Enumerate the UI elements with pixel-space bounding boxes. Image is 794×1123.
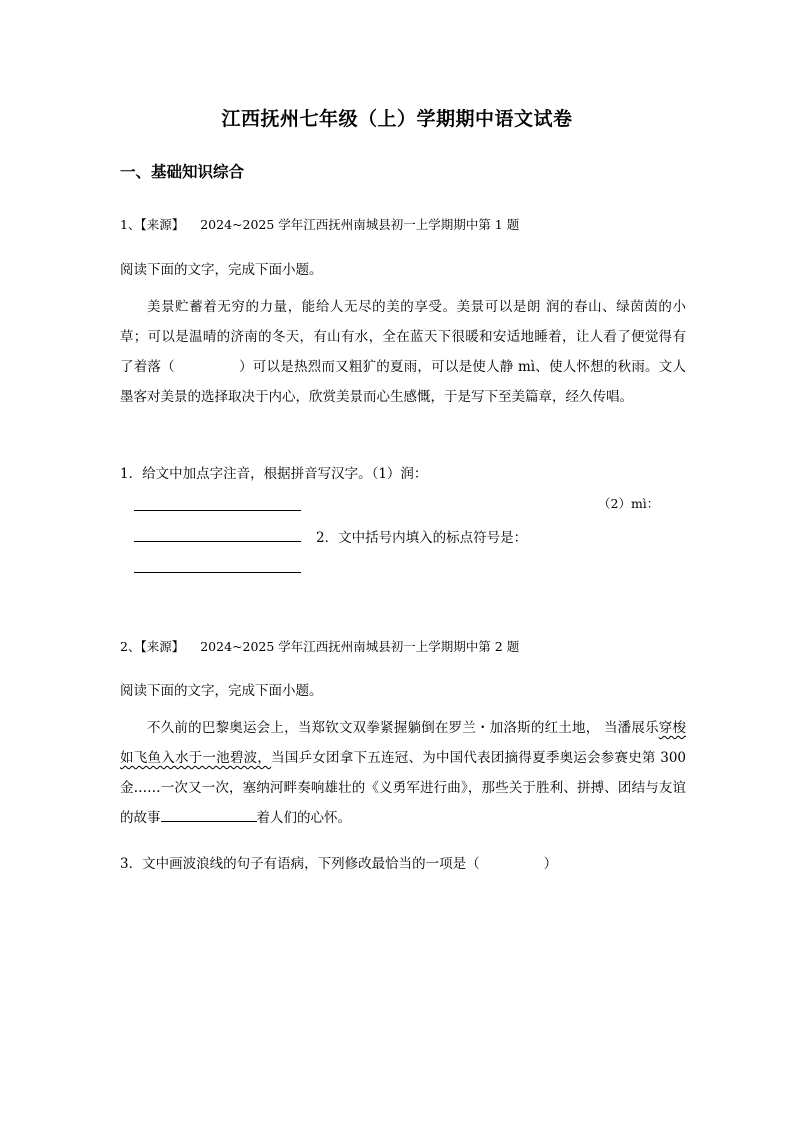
q1-sub2: 2．文中括号内填入的标点符号是： [316, 530, 528, 546]
answer-line-2 [134, 541, 301, 542]
section-heading: 一、基础知识综合 [120, 162, 245, 181]
q1-passage-b: ）可以是热烈而又粗犷的夏雨，可以是使人静 mì、使人怀想的秋雨。文人墨客对美景的选择取决于内心，欣赏美景而心生感慨，于是写下至美篇章，经久传唱。 [120, 359, 686, 405]
answer-line-1 [134, 510, 301, 511]
q2-wavy-sentence: 穿梭如飞鱼入水于一池碧波， [120, 720, 687, 766]
q2-number: 2、 [120, 639, 141, 654]
q2-passage [120, 713, 686, 833]
q1-passage-a: 美景贮蓄着无穷的力量，能给人无尽的美的享受。美景可以是朗 润的春山、绿茵茵的小草；可以是温晴的济南的冬天，有山有水，全在蓝天下很暖和安适地睡着，让人看了便觉得有了着落（ [120, 299, 686, 375]
q2-fill-blank [161, 808, 257, 822]
q1-instruction: 阅读下面的文字，完成下面小题。 [120, 262, 323, 278]
q1-number: 1、 [120, 217, 141, 232]
q1-passage [120, 292, 686, 412]
q2-source-tag: 【来源】 [140, 639, 185, 654]
q1-source-tag: 【来源】 [140, 217, 185, 232]
answer-line-3 [134, 572, 301, 573]
q2-passage-b: 当国乒女团拿下五连冠、为中国代表团摘得夏季奥运会参赛史第 300 金……一次又一次，塞纳河畔奏响雄壮的《义勇军进行曲》，那些关于胜利、拼搏、团结与友谊的故事 [120, 750, 687, 826]
q1-source-line [120, 215, 519, 233]
q2-source: 2024~2025 学年江西抚州南城县初一上学期期中第 2 题 [200, 639, 520, 654]
q2-source-line [120, 637, 519, 655]
q2-passage-a: 不久前的巴黎奥运会上，当郑钦文双拳紧握躺倒在罗兰・加洛斯的红土地， 当潘展乐 [147, 720, 659, 736]
q1-source: 2024~2025 学年江西抚州南城县初一上学期期中第 1 题 [200, 217, 520, 232]
q3-close: ） [543, 856, 558, 872]
q3-line [120, 852, 557, 872]
q1-sub1b: （2）mì： [598, 496, 660, 511]
page-title: 江西抚州七年级（上）学期期中语文试卷 [221, 108, 573, 130]
q2-passage-c: 着人们的心怀。 [256, 810, 351, 826]
q2-instruction: 阅读下面的文字，完成下面小题。 [120, 683, 323, 699]
q3-text: 3．文中画波浪线的句子有语病，下列修改最恰当的一项是（ [120, 856, 480, 872]
q1-sub1: 1．给文中加点字注音，根据拼音写汉字。（1）润： [120, 466, 428, 482]
